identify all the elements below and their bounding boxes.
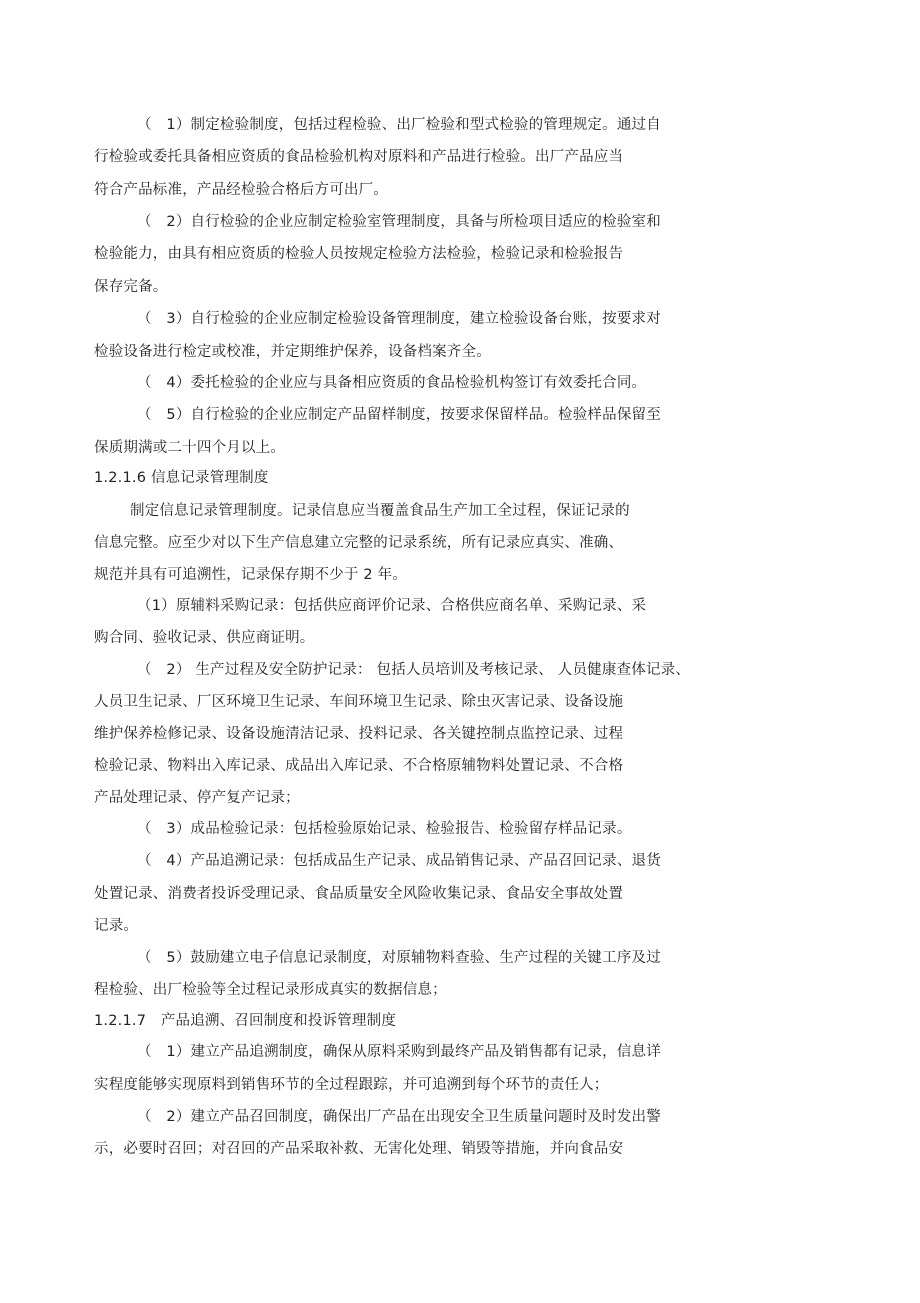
paragraph-line: 规范并具有可追溯性，记录保存期不少于 2 年。 (94, 567, 408, 583)
paragraph-line: 制定信息记录管理制度。记录信息应当覆盖食品生产加工全过程，保证记录的 (130, 503, 630, 519)
section-heading: 1.2.1.7 产品追溯、召回制度和投诉管理制度 (94, 1013, 397, 1029)
paragraph-line: 检验能力，由具有相应资质的检验人员按规定检验方法检验，检验记录和检验报告 (94, 246, 624, 262)
paragraph-line: 产品处理记录、停产复产记录； (94, 790, 300, 806)
paragraph-line: （ 5）鼓励建立电子信息记录制度，对原辅物料查验、生产过程的关键工序及过 (137, 950, 661, 966)
paragraph-line: 保质期满或二十四个月以上。 (94, 440, 286, 456)
paragraph-line: （ 4）产品追溯记录：包括成品生产记录、成品销售记录、产品召回记录、退货 (137, 853, 661, 869)
paragraph-line: 信息完整。应至少对以下生产信息建立完整的记录系统，所有记录应真实、准确、 (94, 535, 624, 551)
paragraph-line: 购合同、验收记录、供应商证明。 (94, 630, 315, 646)
paragraph-line: （ 3）自行检验的企业应制定检验设备管理制度，建立检验设备台账，按要求对 (137, 311, 661, 327)
paragraph-line: （ 1）建立产品追溯制度，确保从原料采购到最终产品及销售都有记录，信息详 (137, 1044, 661, 1060)
paragraph-line: 检验设备进行检定或校准，并定期维护保养，设备档案齐全。 (94, 344, 491, 360)
paragraph-line: （1）原辅料采购记录：包括供应商评价记录、合格供应商名单、采购记录、采 (137, 598, 647, 614)
paragraph-line: 保存完备。 (94, 279, 168, 295)
paragraph-line: （ 2） 生产过程及安全防护记录： 包括人员培训及考核记录、 人员健康查体记录、 (137, 662, 691, 678)
paragraph-line: （ 2）自行检验的企业应制定检验室管理制度，具备与所检项目适应的检验室和 (137, 214, 661, 230)
paragraph-line: （ 4）委托检验的企业应与具备相应资质的食品检验机构签订有效委托合同。 (137, 375, 647, 391)
paragraph-line: 人员卫生记录、厂区环境卫生记录、车间环境卫生记录、除虫灭害记录、设备设施 (94, 694, 624, 710)
paragraph-line: 记录。 (94, 918, 139, 934)
paragraph-line: （ 5）自行检验的企业应制定产品留样制度，按要求保留样品。检验样品保留至 (137, 407, 661, 423)
paragraph-line: 符合产品标准，产品经检验合格后方可出厂。 (94, 182, 388, 198)
paragraph-line: （ 1）制定检验制度，包括过程检验、出厂检验和型式检验的管理规定。通过自 (137, 117, 661, 133)
paragraph-line: 行检验或委托具备相应资质的食品检验机构对原料和产品进行检验。出厂产品应当 (94, 149, 624, 165)
paragraph-line: 处置记录、消费者投诉受理记录、食品质量安全风险收集记录、食品安全事故处置 (94, 886, 624, 902)
paragraph-line: （ 3）成品检验记录：包括检验原始记录、检验报告、检验留存样品记录。 (137, 821, 632, 837)
paragraph-line: 维护保养检修记录、设备设施清洁记录、投料记录、各关键控制点监控记录、过程 (94, 726, 624, 742)
paragraph-line: （ 2）建立产品召回制度，确保出厂产品在出现安全卫生质量问题时及时发出警 (137, 1109, 661, 1125)
paragraph-line: 程检验、出厂检验等全过程记录形成真实的数据信息； (94, 982, 447, 998)
paragraph-line: 检验记录、物料出入库记录、成品出入库记录、不合格原辅物料处置记录、不合格 (94, 758, 624, 774)
paragraph-line: 实程度能够实现原料到销售环节的全过程跟踪，并可追溯到每个环节的责任人； (94, 1077, 609, 1093)
section-heading: 1.2.1.6 信息记录管理制度 (94, 470, 269, 486)
paragraph-line: 示，必要时召回；对召回的产品采取补救、无害化处理、销毁等措施，并向食品安 (94, 1141, 624, 1157)
